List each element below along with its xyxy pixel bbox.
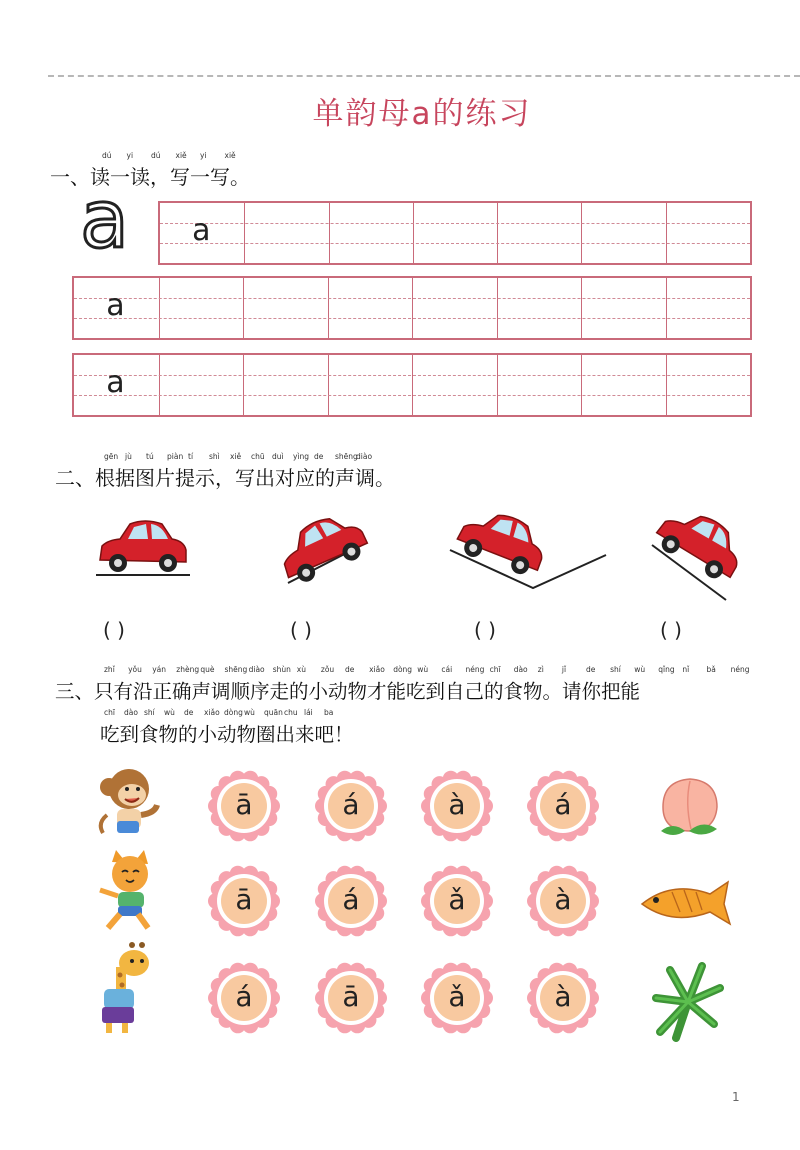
tone-flower[interactable] (208, 865, 280, 937)
pinyin-syllable: chī (104, 708, 115, 717)
section3-pinyin-line2 (104, 708, 404, 718)
grid-cell-divider (497, 355, 498, 415)
answer-blank-4[interactable]: ( ) (660, 618, 682, 642)
car-icon (651, 505, 748, 586)
tone-label: ā (235, 883, 253, 916)
tone-flower[interactable] (527, 770, 599, 842)
pinyin-syllable: shēng (335, 452, 358, 461)
tone-flower[interactable] (421, 962, 493, 1034)
pinyin-syllable: qǐng (658, 665, 675, 674)
grid-letter: a (106, 365, 125, 400)
tone-label: à (554, 883, 572, 916)
car-level-illustration (90, 510, 200, 585)
pinyin-syllable: de (586, 665, 596, 674)
tone-flower[interactable] (421, 770, 493, 842)
grid-cell-divider (413, 203, 414, 263)
grid-cell-divider (412, 278, 413, 338)
car-rising-illustration (268, 505, 378, 590)
pinyin-syllable: shì (209, 452, 220, 461)
pinyin-syllable: dòng (224, 708, 243, 717)
pinyin-syllable: xiě (230, 452, 242, 461)
pinyin-syllable: xiě (224, 151, 236, 160)
tone-flower[interactable] (527, 865, 599, 937)
top-dashed-divider (48, 75, 800, 77)
pinyin-syllable: dòng (393, 665, 413, 674)
pinyin-syllable: dú (151, 151, 161, 160)
grid-cell-divider (243, 355, 244, 415)
grid-cell-divider (243, 278, 244, 338)
tone-label: ā (342, 980, 360, 1013)
tone-flower[interactable] (315, 865, 387, 937)
big-letter-a: a (80, 173, 130, 266)
grid-cell-divider (497, 278, 498, 338)
tone-flower[interactable] (315, 770, 387, 842)
tone-label: á (235, 980, 253, 1013)
pinyin-syllable: wù (417, 665, 429, 674)
section3-pinyin-line1 (104, 665, 754, 675)
pinyin-syllable: jù (125, 452, 132, 461)
tone-flower[interactable] (421, 865, 493, 937)
pinyin-syllable: diào (248, 665, 265, 674)
grid-cell-divider (497, 203, 498, 263)
pinyin-syllable: dào (124, 708, 138, 717)
pinyin-syllable: xiǎo (204, 708, 220, 717)
writing-grid-row-2 (72, 276, 752, 340)
pinyin-syllable: piàn (167, 452, 184, 461)
pinyin-syllable: ba (324, 708, 334, 717)
section1-pinyin (102, 151, 302, 161)
answer-blank-2[interactable]: ( ) (290, 618, 312, 642)
section3-heading-line2: 吃到食物的小动物圈出来吧！ (100, 723, 354, 746)
pinyin-syllable: zǒu (320, 665, 335, 674)
grid-letter: a (192, 213, 211, 248)
pinyin-syllable: yìng (293, 452, 310, 461)
grid-guide-line (160, 243, 750, 244)
leaf-icon[interactable] (652, 962, 724, 1042)
grid-cell-divider (666, 355, 667, 415)
pinyin-syllable: nǐ (682, 665, 690, 674)
grid-cell-divider (328, 278, 329, 338)
tone-flower[interactable] (527, 962, 599, 1034)
tone-label: á (342, 883, 360, 916)
pinyin-syllable: de (184, 708, 194, 717)
grid-guide-line (74, 298, 750, 299)
grid-guide-line (74, 318, 750, 319)
car-icon (272, 506, 371, 589)
pinyin-syllable: duì (272, 452, 284, 461)
pinyin-syllable: shùn (272, 665, 291, 674)
tone-label: à (554, 980, 572, 1013)
pinyin-syllable: néng (730, 665, 750, 674)
grid-cell-divider (666, 278, 667, 338)
pinyin-syllable: zì (537, 665, 544, 674)
pinyin-syllable: shí (610, 665, 621, 674)
pinyin-syllable: diào (356, 452, 373, 461)
pinyin-syllable: yán (152, 665, 166, 674)
grid-guide-line (74, 375, 750, 376)
pinyin-syllable: chī (489, 665, 501, 674)
tone-label: ǎ (448, 883, 466, 916)
page-title: 单韵母a的练习 (312, 96, 532, 132)
pinyin-syllable: shēng (224, 665, 248, 674)
tone-label: à (448, 788, 466, 821)
answer-blank-1[interactable]: ( ) (103, 618, 125, 642)
pinyin-syllable: xiě (175, 151, 187, 160)
pinyin-syllable: wù (244, 708, 255, 717)
grid-cell-divider (412, 355, 413, 415)
pinyin-syllable: chu (284, 708, 298, 717)
writing-grid-row-1 (158, 201, 752, 265)
pinyin-syllable: tí (188, 452, 194, 461)
page-number: 1 (732, 1090, 740, 1104)
tone-flower[interactable] (315, 962, 387, 1034)
grid-cell-divider (329, 203, 330, 263)
grid-guide-line (160, 223, 750, 224)
peach-icon[interactable] (655, 773, 725, 841)
pinyin-syllable: jǐ (561, 665, 567, 674)
grid-cell-divider (581, 203, 582, 263)
car-falling-illustration (648, 505, 748, 605)
pinyin-syllable: wù (164, 708, 175, 717)
tone-label: ǎ (448, 980, 466, 1013)
pinyin-syllable: bǎ (706, 665, 716, 674)
writing-grid-row-3 (72, 353, 752, 417)
pinyin-syllable: gēn (104, 452, 119, 461)
pinyin-syllable: xù (296, 665, 306, 674)
car-icon (100, 521, 186, 572)
giraffe-icon[interactable] (92, 937, 162, 1037)
pinyin-syllable: tú (146, 452, 154, 461)
tone-label: á (554, 788, 572, 821)
answer-blank-3[interactable]: ( ) (474, 618, 496, 642)
pinyin-syllable: chū (251, 452, 265, 461)
grid-guide-line (74, 395, 750, 396)
pinyin-syllable: què (200, 665, 215, 674)
car-dip-illustration (448, 505, 608, 590)
pinyin-syllable: de (314, 452, 324, 461)
pinyin-syllable: quān (264, 708, 283, 717)
grid-cell-divider (159, 278, 160, 338)
pinyin-syllable: zhèng (176, 665, 200, 674)
pinyin-syllable: wù (634, 665, 646, 674)
tone-label: ā (235, 788, 253, 821)
tone-label: á (342, 788, 360, 821)
section2-heading: 二、根据图片提示，写出对应的声调。 (55, 466, 395, 490)
grid-cell-divider (581, 355, 582, 415)
section2-pinyin (104, 452, 464, 462)
tone-flower[interactable] (208, 962, 280, 1034)
fish-icon[interactable] (632, 872, 732, 932)
pinyin-syllable: lái (304, 708, 313, 717)
pinyin-syllable: de (345, 665, 355, 674)
grid-cell-divider (244, 203, 245, 263)
pinyin-syllable: yǒu (128, 665, 142, 674)
pinyin-syllable: yi (200, 151, 207, 160)
monkey-icon[interactable] (95, 765, 165, 840)
pinyin-syllable: xiǎo (369, 665, 385, 674)
pinyin-syllable: yi (126, 151, 134, 160)
grid-cell-divider (159, 355, 160, 415)
grid-letter: a (106, 288, 125, 323)
section1-heading: 一、读一读，写一写。 (50, 165, 250, 189)
grid-cell-divider (581, 278, 582, 338)
pinyin-syllable: zhǐ (104, 665, 115, 674)
pinyin-syllable: néng (465, 665, 485, 674)
car-icon (453, 505, 551, 580)
section3-heading-line1: 三、只有沿正确声调顺序走的小动物才能吃到自己的食物。请你把能 (55, 680, 641, 703)
tone-flower[interactable] (208, 770, 280, 842)
pinyin-syllable: dào (513, 665, 528, 674)
grid-cell-divider (666, 203, 667, 263)
pinyin-syllable: cái (441, 665, 453, 674)
pinyin-syllable: dú (102, 151, 112, 160)
pinyin-syllable: shí (144, 708, 155, 717)
grid-cell-divider (328, 355, 329, 415)
cat-icon[interactable] (90, 848, 165, 933)
